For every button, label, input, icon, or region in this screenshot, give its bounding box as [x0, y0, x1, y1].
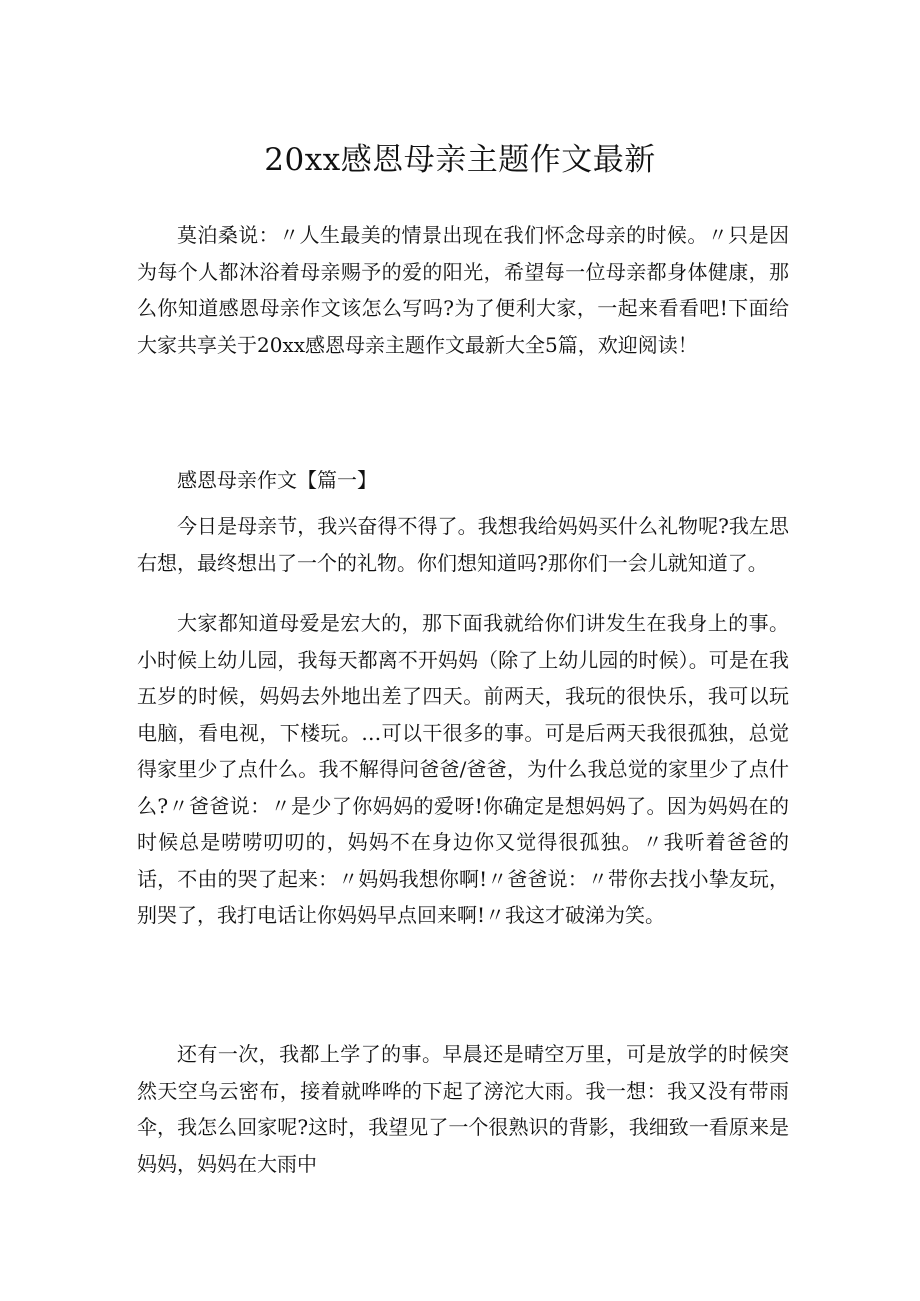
section-paragraph: 还有一次，我都上学了的事。早晨还是晴空万里，可是放学的时候突然天空乌云密布，接着就哗哗的下起了滂沱大雨。我一想：我又没有带雨伞，我怎么回家呢?这时，我望见了一个很熟识的背影，我细致一看原来是妈妈，妈妈在大雨中 [137, 1042, 789, 1176]
intro-paragraph: 莫泊桑说：〃人生最美的情景出现在我们怀念母亲的时候。〃只是因为每个人都沐浴着母亲赐予的爱的阳光，希望每一位母亲都身体健康，那么你知道感恩母亲作文该怎么写吗?为了便利大家，一起来看看吧!下面给大家共享关于20xx感恩母亲主题作文最新大全5篇，欢迎阅读！ [137, 223, 789, 357]
section-heading: 感恩母亲作文【篇一】 [177, 468, 377, 492]
document-title: 20xx感恩母亲主题作文最新 [264, 142, 656, 178]
section-paragraph: 大家都知道母爱是宏大的，那下面我就给你们讲发生在我身上的事。小时候上幼儿园，我每天都离不开妈妈（除了上幼儿园的时候）。可是在我五岁的时候，妈妈去外地出差了四天。前两天，我玩的很快乐，我可以玩电脑，看电视，下楼玩。…可以干很多的事。可是后两天我很孤独，总觉得家里少了点什么。我不解得问爸爸/爸爸，为什么我总觉的家里少了点什么?〃爸爸说：〃是少了你妈妈的爱呀!你确定是想妈妈了。因为妈妈在的时候总是唠唠叨叨的，妈妈不在身边你又觉得很孤独。〃我听着爸爸的话，不由的哭了起来：〃妈妈我想你啊!〃爸爸说：〃带你去找小挚友玩，别哭了，我打电话让你妈妈早点回来啊!〃我这才破涕为笑。 [137, 611, 789, 927]
section-paragraph: 今日是母亲节，我兴奋得不得了。我想我给妈妈买什么礼物呢?我左思右想，最终想出了一个的礼物。你们想知道吗?那你们一会儿就知道了。 [137, 514, 789, 575]
